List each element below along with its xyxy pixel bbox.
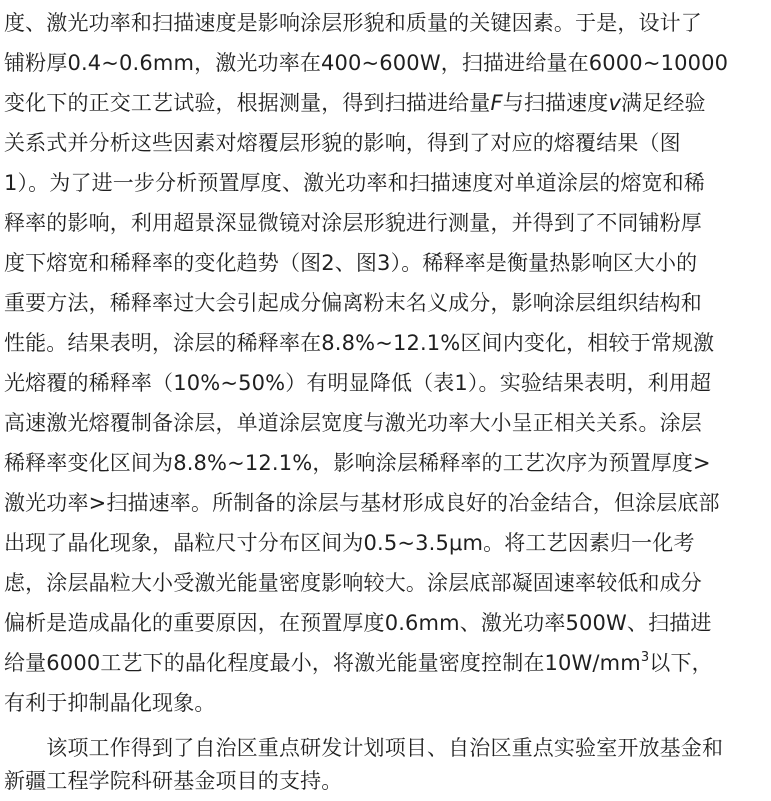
text-line: 重要方法，稀释率过大会引起成分偏离粉末名义成分，影响涂层组织结构和 xyxy=(4,291,702,315)
superscript: 3 xyxy=(640,650,650,665)
text-line: 度、激光功率和扫描速度是影响涂层形貌和质量的关键因素。于是，设计了 xyxy=(4,11,702,35)
text-line: 激光功率>扫描速率。所制备的涂层与基材形成良好的冶金结合，但涂层底部 xyxy=(4,491,720,515)
text-line: 度下熔宽和稀释率的变化趋势（图2、图3）。稀释率是衡量热影响区大小的 xyxy=(4,251,698,275)
text-span: 与扫描速度 xyxy=(502,91,609,115)
text-line xyxy=(4,643,767,683)
text-line: 虑，涂层晶粒大小受激光能量密度影响较大。涂层底部凝固速率较低和成分 xyxy=(4,571,702,595)
text-line: 铺粉厚0.4~0.6mm，激光功率在400~600W，扫描进给量在6000~10000 xyxy=(4,51,729,75)
text-line: 有利于抑制晶化现象。 xyxy=(4,691,216,715)
text-line: 高速激光熔覆制备涂层，单道涂层宽度与激光功率大小呈正相关关系。涂层 xyxy=(4,411,702,435)
text-span: 给量6000工艺下的晶化程度最小，将激光能量密度控制在10W/mm xyxy=(4,651,641,675)
text-line: 释率的影响，利用超景深显微镜对涂层形貌进行测量，并得到了不同铺粉厚 xyxy=(4,211,702,235)
text-line: 出现了晶化现象，晶粒尺寸分布区间为0.5~3.5μm。将工艺因素归一化考 xyxy=(4,531,695,555)
text-line: 稀释率变化区间为8.8%~12.1%，影响涂层稀释率的工艺次序为预置厚度> xyxy=(4,451,711,475)
text-line xyxy=(4,83,767,123)
text-line: 关系式并分析这些因素对熔覆层形貌的影响，得到了对应的熔覆结果（图 xyxy=(4,131,681,155)
text-span: 变化下的正交工艺试验，根据测量，得到扫描进给量 xyxy=(4,91,491,115)
text-line: 性能。结果表明，涂层的稀释率在8.8%~12.1%区间内变化，相较于常规激 xyxy=(4,331,715,355)
text-line: 光熔覆的稀释率（10%~50%）有明显降低（表1）。实验结果表明，利用超 xyxy=(4,371,712,395)
text-line: 该项工作得到了自治区重点研发计划项目、自治区重点实验室开放基金和 xyxy=(4,736,724,760)
text-line: 1）。为了进一步分析预置厚度、激光功率和扫描速度对单道涂层的熔宽和稀 xyxy=(4,171,705,195)
text-span: 满足经验 xyxy=(621,91,706,115)
variable-f: F xyxy=(490,91,503,115)
variable-v: v xyxy=(608,91,622,115)
text-line: 偏析是造成晶化的重要原因，在预置厚度0.6mm、激光功率500W、扫描进 xyxy=(4,611,712,635)
text-line: 新疆工程学院科研基金项目的支持。 xyxy=(4,769,343,793)
text-span: 以下， xyxy=(649,651,713,675)
